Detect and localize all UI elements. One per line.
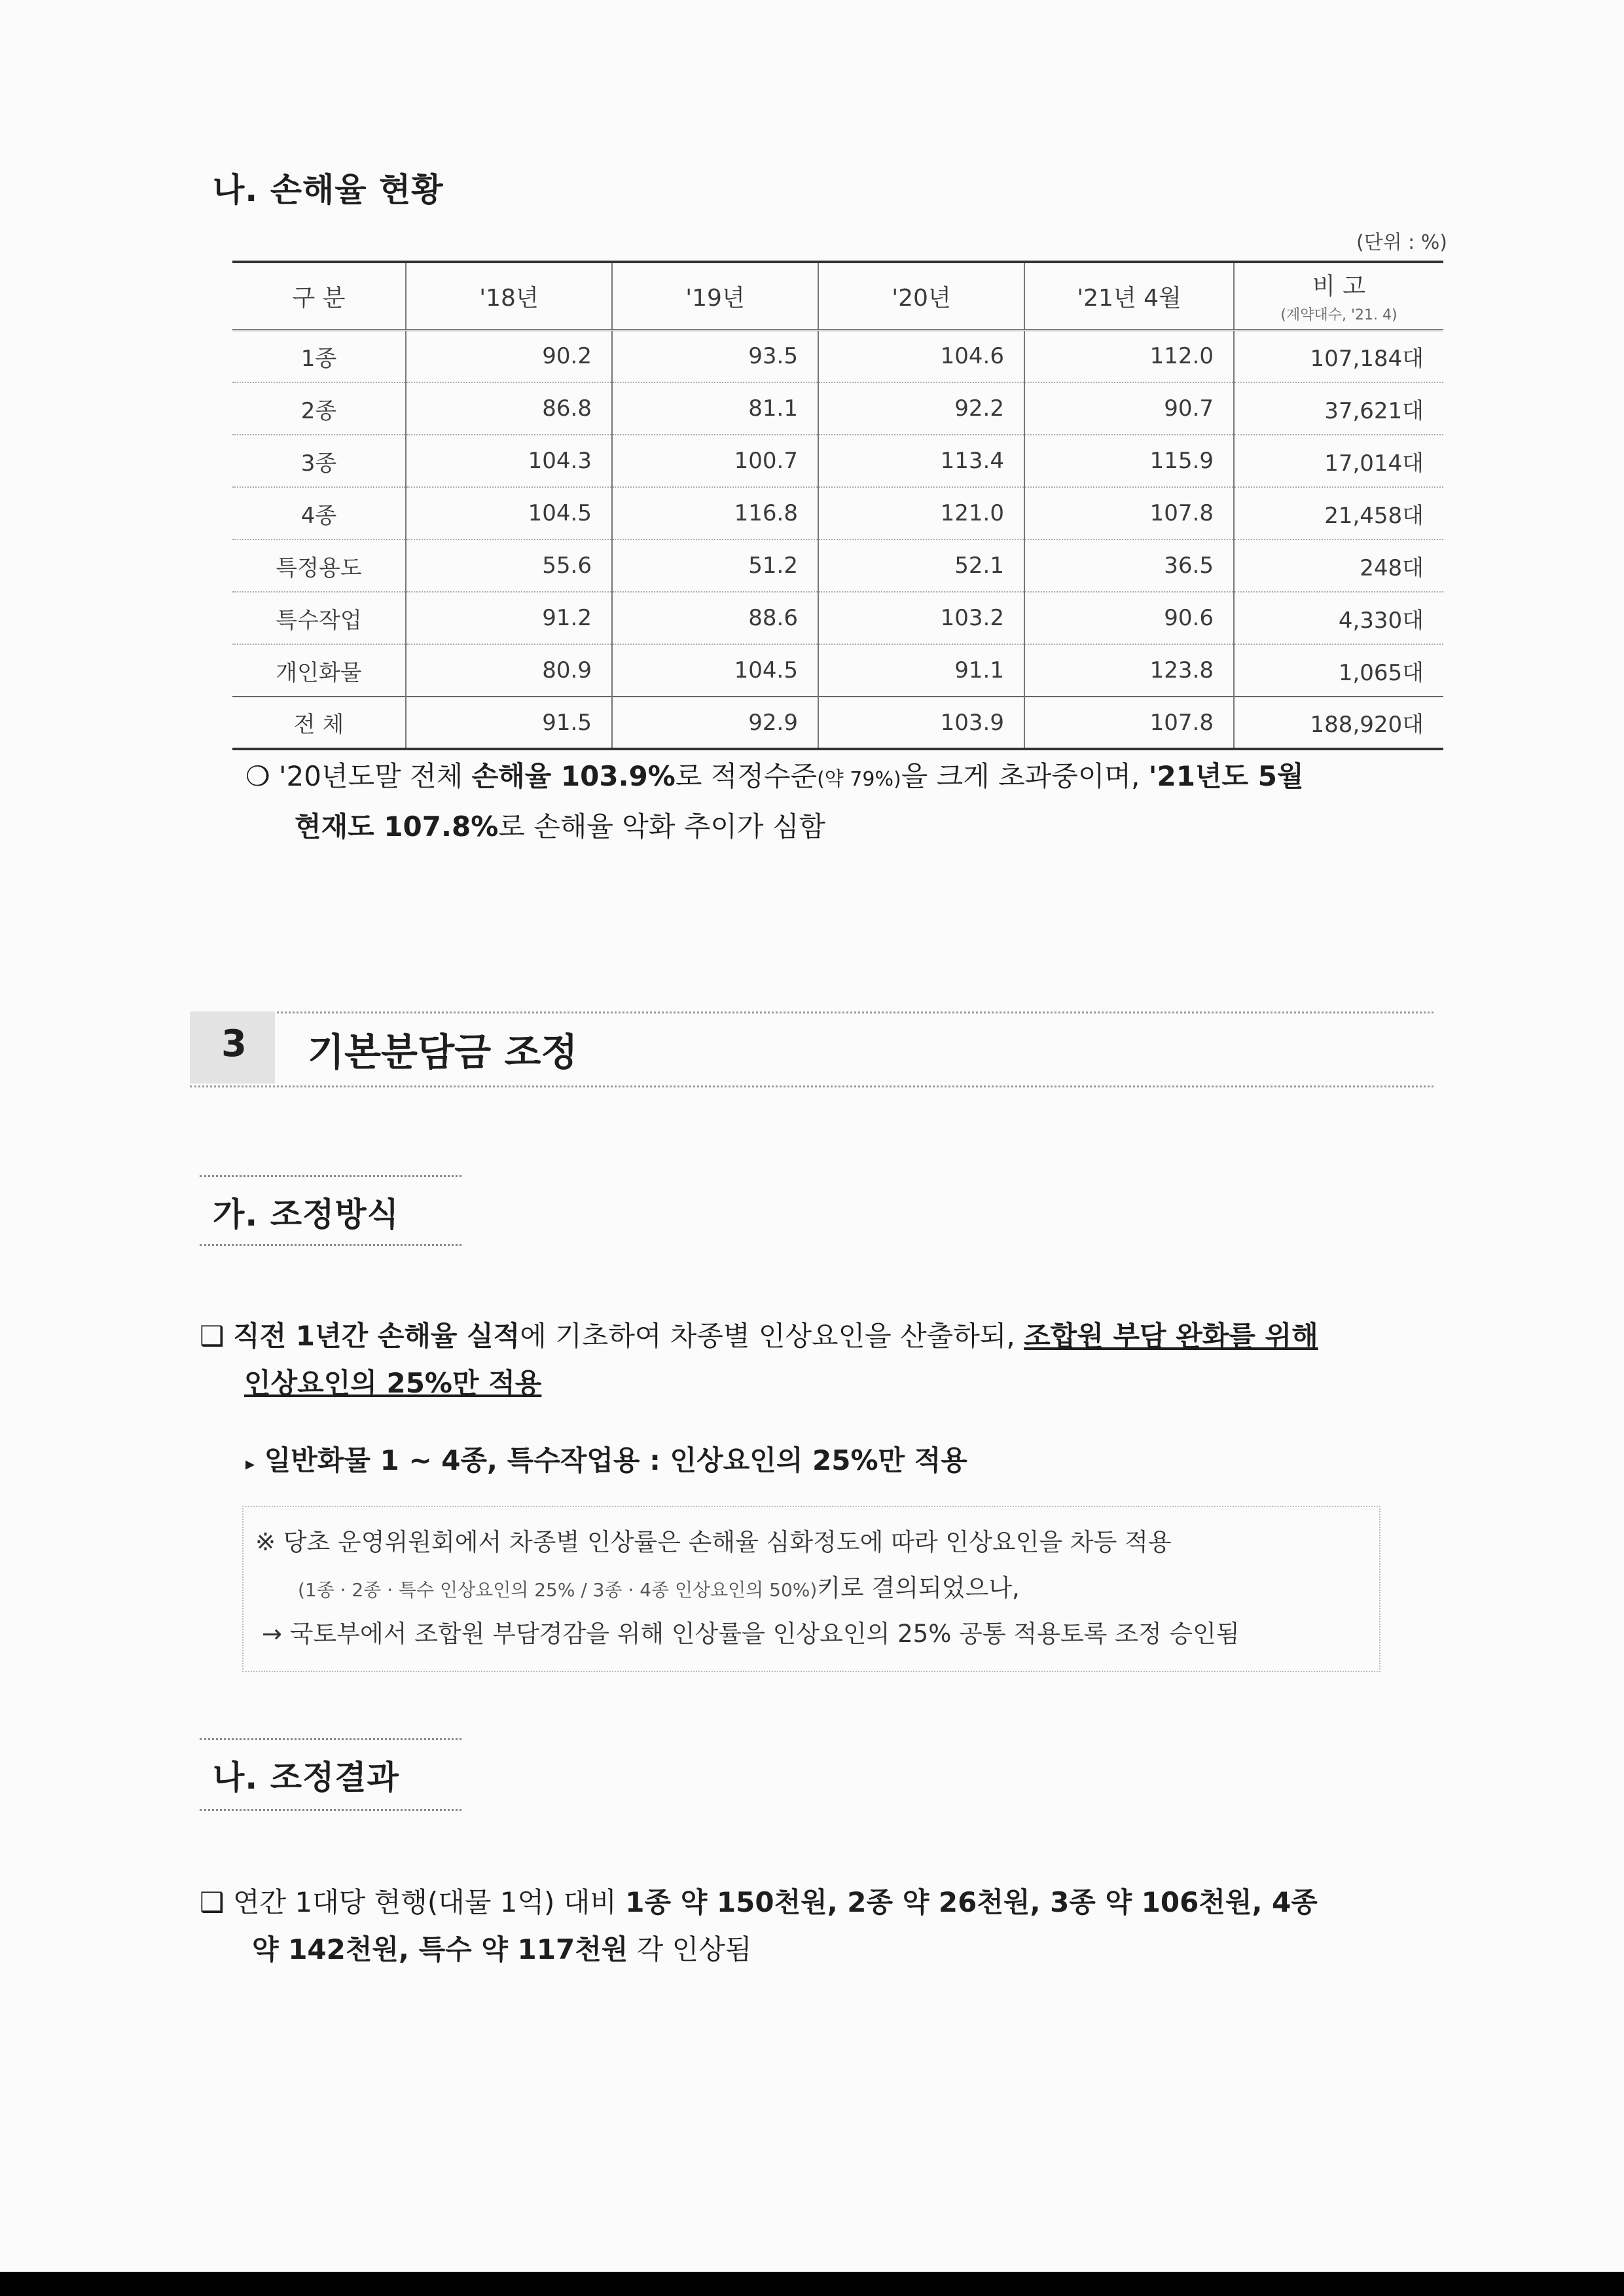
note-line-1: ※ 당초 운영위원회에서 차종별 인상률은 손해율 심화정도에 따라 인상요인을 차등 적용 [255, 1528, 1172, 1556]
cell-value: 92.2 [818, 382, 1024, 435]
header-2020: '20년 [818, 262, 1024, 330]
loss-ratio-table [232, 261, 1443, 750]
cell-value: 91.1 [818, 644, 1024, 697]
summary-bold: 손해율 103.9% [471, 760, 676, 792]
table-row [232, 487, 1443, 539]
cell-value: 91.5 [406, 697, 612, 749]
row-label: 개인화물 [232, 644, 406, 697]
row-label: 3종 [232, 435, 406, 487]
note-line-3: → 국토부에서 조합원 부담경감을 위해 인상률을 인상요인의 25% 공통 적용토록 조정 승인됨 [262, 1620, 1240, 1648]
adjust-method-paragraph [200, 1313, 1443, 1407]
header-2018: '18년 [406, 262, 612, 330]
section-title-adjust-method: 가. 조정방식 [213, 1195, 399, 1233]
table-row [232, 539, 1443, 592]
cell-value: 90.7 [1024, 382, 1234, 435]
row-label: 4종 [232, 487, 406, 539]
unit-label: (단위 : %) [1356, 231, 1447, 254]
summary-text: 을 크게 초과중이며, [901, 760, 1149, 792]
cell-value: 86.8 [406, 382, 612, 435]
cell-value: 115.9 [1024, 435, 1234, 487]
summary-text: 로 적정수준 [675, 760, 818, 792]
checkbox-bullet-icon: ❑ [200, 1886, 225, 1918]
cell-value: 52.1 [818, 539, 1024, 592]
cell-value: 121.0 [818, 487, 1024, 539]
cell-value: 90.2 [406, 330, 612, 382]
adjust-result-paragraph [200, 1879, 1443, 1973]
cell-value: 123.8 [1024, 644, 1234, 697]
cell-value: 103.2 [818, 592, 1024, 644]
cell-value: 104.3 [406, 435, 612, 487]
cell-remark: 248대 [1234, 539, 1443, 592]
method-underline: 인상요인의 25%만 적용 [244, 1367, 542, 1399]
header-2019: '19년 [612, 262, 818, 330]
result-text: 연간 1대당 현행(대물 1억) 대비 [233, 1886, 626, 1918]
divider [200, 1244, 461, 1246]
section-number: 3 [221, 1023, 247, 1065]
header-remark [1234, 262, 1443, 330]
cell-value: 104.5 [406, 487, 612, 539]
cell-value: 113.4 [818, 435, 1024, 487]
cell-value: 107.8 [1024, 697, 1234, 749]
cell-value: 55.6 [406, 539, 612, 592]
method-text: 에 기초하여 차종별 인상요인을 산출하되, [520, 1320, 1024, 1352]
result-bold: 1종 약 150천원, 2종 약 26천원, 3종 약 106천원, 4종 [625, 1886, 1318, 1918]
cell-value: 104.5 [612, 644, 818, 697]
divider [200, 1738, 461, 1740]
table-row [232, 435, 1443, 487]
table-row [232, 330, 1443, 382]
cell-remark: 1,065대 [1234, 644, 1443, 697]
loss-ratio-summary [245, 753, 1443, 850]
summary-text: 로 손해율 악화 추이가 심함 [498, 811, 825, 843]
section-title-loss-ratio: 나. 손해율 현황 [213, 171, 444, 209]
circle-bullet-icon: ❍ [245, 760, 270, 792]
cell-remark: 4,330대 [1234, 592, 1443, 644]
cell-value: 92.9 [612, 697, 818, 749]
triangle-bullet-icon: ▸ [245, 1453, 255, 1474]
cell-value: 93.5 [612, 330, 818, 382]
method-bold: 직전 1년간 손해율 실적 [233, 1320, 520, 1352]
cell-value: 51.2 [612, 539, 818, 592]
summary-small: (약 79%) [817, 768, 901, 791]
note-text: 키로 결의되었으나, [817, 1574, 1020, 1602]
cell-value: 104.6 [818, 330, 1024, 382]
sub-bullet [245, 1437, 1424, 1487]
header-2021-apr: '21년 4월 [1024, 262, 1234, 330]
section-title-adjust-result: 나. 조정결과 [213, 1758, 399, 1796]
cell-value: 107.8 [1024, 487, 1234, 539]
cell-remark: 107,184대 [1234, 330, 1443, 382]
divider [200, 1809, 461, 1811]
divider [200, 1175, 461, 1177]
header-category: 구 분 [232, 262, 406, 330]
table-row [232, 644, 1443, 697]
cell-value: 112.0 [1024, 330, 1234, 382]
row-label: 1종 [232, 330, 406, 382]
remark-subheader: (계약대수, '21. 4) [1280, 307, 1398, 324]
result-text: 각 인상됨 [628, 1933, 752, 1965]
note-small-text: (1종 · 2종 · 특수 인상요인의 25% / 3종 · 4종 인상요인의 50%) [298, 1579, 818, 1601]
cell-value: 80.9 [406, 644, 612, 697]
remark-header: 비 고 [1312, 273, 1365, 301]
method-underline: 조합원 부담 완화를 위해 [1024, 1320, 1318, 1352]
section-title: 기본분담금 조정 [308, 1030, 578, 1074]
cell-value: 103.9 [818, 697, 1024, 749]
checkbox-bullet-icon: ❑ [200, 1320, 225, 1352]
row-label: 특수작업 [232, 592, 406, 644]
row-label: 특정용도 [232, 539, 406, 592]
cell-remark: 21,458대 [1234, 487, 1443, 539]
cell-remark: 188,920대 [1234, 697, 1443, 749]
sub-bullet-text: 일반화물 1 ~ 4종, 특수작업용 : 인상요인의 25%만 적용 [264, 1444, 967, 1476]
cell-value: 90.6 [1024, 592, 1234, 644]
table-row [232, 382, 1443, 435]
result-bold: 약 142천원, 특수 약 117천원 [252, 1933, 628, 1965]
cell-value: 100.7 [612, 435, 818, 487]
cell-value: 88.6 [612, 592, 818, 644]
scan-bottom-edge [0, 2272, 1624, 2296]
cell-value: 116.8 [612, 487, 818, 539]
summary-bold: 현재도 107.8% [295, 811, 499, 843]
table-row [232, 592, 1443, 644]
table-row-total [232, 697, 1443, 749]
note-line-2 [298, 1568, 1020, 1603]
row-label: 전 체 [232, 697, 406, 749]
summary-bold: '21년도 5월 [1148, 760, 1304, 792]
cell-value: 91.2 [406, 592, 612, 644]
table-header-row [232, 262, 1443, 330]
cell-value: 36.5 [1024, 539, 1234, 592]
cell-remark: 37,621대 [1234, 382, 1443, 435]
row-label: 2종 [232, 382, 406, 435]
cell-value: 81.1 [612, 382, 818, 435]
cell-remark: 17,014대 [1234, 435, 1443, 487]
summary-text: '20년도말 전체 [279, 760, 472, 792]
